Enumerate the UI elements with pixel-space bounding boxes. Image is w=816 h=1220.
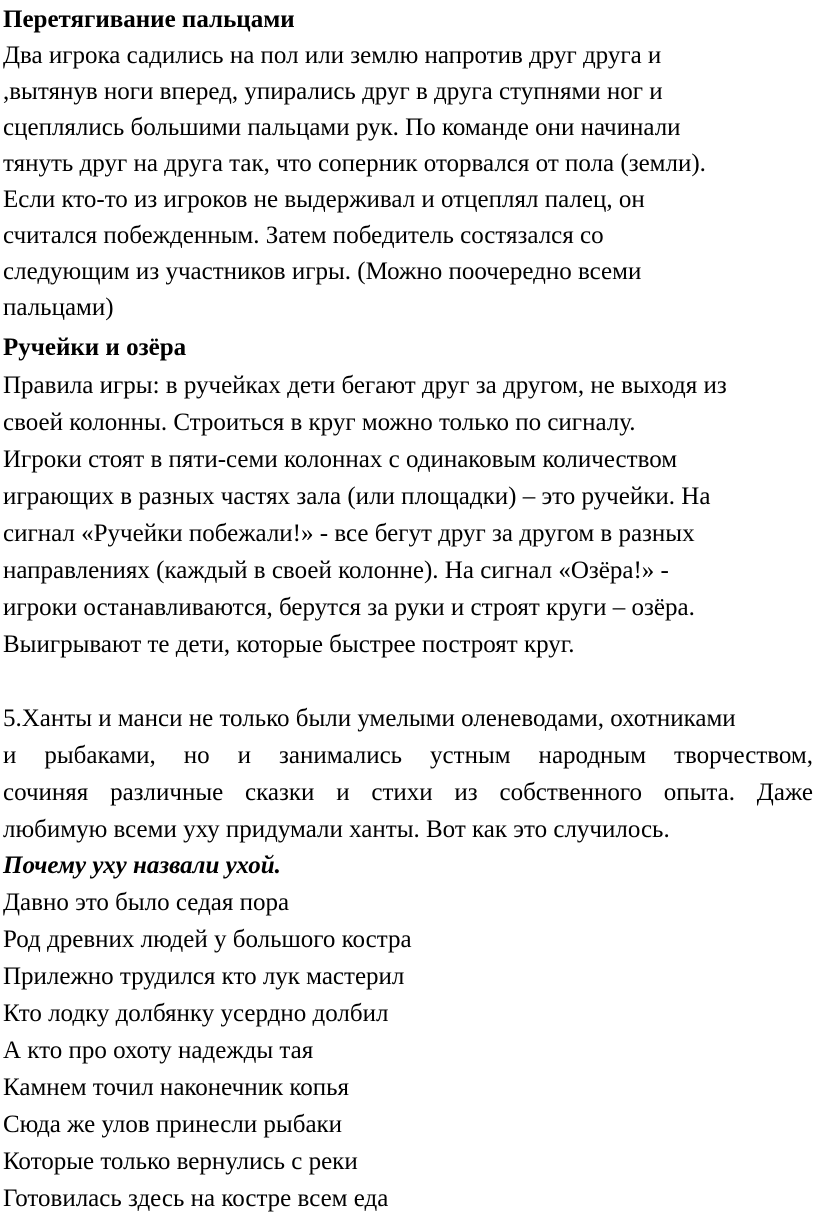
paragraph-line: Правила игры: в ручейках дети бегают друг за другом, не выходя из (3, 372, 727, 399)
paragraph-line: Выигрывают те дети, которые быстрее построят круг. (3, 631, 575, 658)
poem-line: Прилежно трудился кто лук мастерил (3, 963, 405, 990)
poem-line: Давно это было седая пора (3, 889, 290, 916)
paragraph-line: следующим из участников игры. (Можно поочередно всеми (3, 258, 642, 285)
poem-line: А кто про охоту надежды тая (3, 1037, 314, 1064)
poem-line: Сюда же улов принесли рыбаки (3, 1111, 343, 1138)
paragraph-line: 5.Ханты и манси не только были умелыми оленеводами, охотниками (3, 705, 736, 732)
poem-title: Почему уху назвали ухой. (3, 852, 281, 879)
poem-line: Которые только вернулись с реки (3, 1148, 358, 1175)
paragraph-line: Игроки стоят в пяти-семи колоннах с одинаковым количеством (3, 446, 678, 473)
paragraph-line: тянуть друг на друга так, что соперник оторвался от пола (земли). (3, 150, 706, 177)
paragraph-line: Если кто-то из игроков не выдерживал и отцеплял палец, он (3, 186, 645, 213)
heading-finger-tug: Перетягивание пальцами (3, 6, 295, 33)
paragraph-line: сцеплялись большими пальцами рук. По команде они начинали (3, 114, 681, 141)
paragraph-line: пальцами) (3, 294, 114, 321)
paragraph-line: сочиняя различные сказки и стихи из собственного опыта. Даже (3, 779, 813, 806)
paragraph-line: направлениях (каждый в своей колонне). На сигнал «Озёра!» - (3, 557, 669, 584)
paragraph-line: своей колонны. Строиться в круг можно только по сигналу. (3, 409, 636, 436)
paragraph-line: считался побежденным. Затем победитель состязался со (3, 222, 604, 249)
paragraph-line: игроки останавливаются, берутся за руки и строят круги – озёра. (3, 594, 695, 621)
poem-line: Камнем точил наконечник копья (3, 1074, 350, 1101)
poem-line: Готовилась здесь на костре всем еда (3, 1185, 389, 1212)
paragraph-line: Два игрока садились на пол или землю напротив друг друга и (3, 42, 662, 69)
paragraph-line: ,вытянув ноги вперед, упирались друг в друга ступнями ног и (3, 78, 663, 105)
paragraph-line: сигнал «Ручейки побежали!» - все бегут друг за другом в разных (3, 520, 695, 547)
paragraph-line: и рыбаками, но и занимались устным народным творчеством, (3, 742, 813, 769)
heading-streams-lakes: Ручейки и озёра (3, 334, 187, 361)
poem-line: Род древних людей у большого костра (3, 926, 412, 953)
paragraph-line: любимую всеми уху придумали ханты. Вот как это случилось. (3, 816, 670, 843)
poem-line: Кто лодку долбянку усердно долбил (3, 1000, 389, 1027)
paragraph-line: играющих в разных частях зала (или площадки) – это ручейки. На (3, 483, 711, 510)
